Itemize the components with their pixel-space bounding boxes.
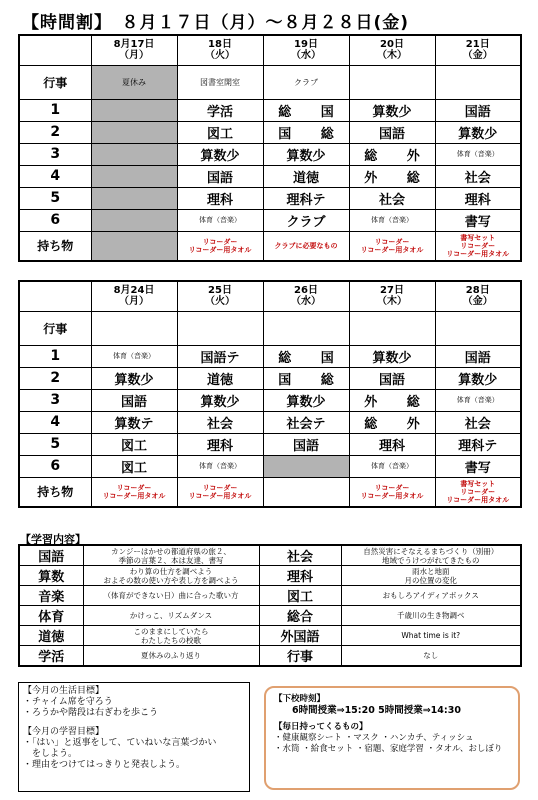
study-subject: 国語 xyxy=(19,545,83,566)
line: リコーダー用タオル xyxy=(188,491,252,500)
items-cell xyxy=(263,477,349,507)
day-header xyxy=(263,281,349,311)
event-cell xyxy=(349,65,435,99)
subject-cell: 図工 xyxy=(91,455,177,477)
items-cell xyxy=(435,477,521,507)
day-of-week: （金） xyxy=(462,50,493,62)
subject-cell: 社会 xyxy=(349,187,435,209)
subject-half: 総 xyxy=(320,372,334,388)
subject-cell: 算数少 xyxy=(349,345,435,367)
subject-cell xyxy=(263,121,349,143)
day-date: 8月24日 xyxy=(113,285,155,297)
items-cell xyxy=(263,231,349,261)
study-subject: 学活 xyxy=(19,646,83,667)
subject-cell: 書写 xyxy=(435,209,521,231)
subject-half: 外 xyxy=(406,416,420,432)
subject-cell xyxy=(91,165,177,187)
subject-cell: 算数少 xyxy=(177,389,263,411)
subject-half: 外 xyxy=(406,148,420,164)
subject-cell: 算数テ xyxy=(91,411,177,433)
subject-cell: 図工 xyxy=(91,433,177,455)
subject-half: 総 xyxy=(406,170,420,186)
subject-half: 外 xyxy=(364,170,378,186)
study-subject: 図工 xyxy=(259,586,341,606)
study-description xyxy=(341,606,521,626)
line: リコーダー用タオル xyxy=(188,245,252,254)
study-description xyxy=(341,586,521,606)
day-of-week: （月） xyxy=(119,296,149,308)
study-subject: 行事 xyxy=(259,646,341,667)
subject-half: 総 xyxy=(278,104,292,120)
subject-cell xyxy=(91,121,177,143)
study-description xyxy=(83,545,259,566)
line: カンジーはかせの都道府県の旅２、 xyxy=(111,546,231,556)
study-subject: 理科 xyxy=(259,566,341,586)
day-of-week: （火） xyxy=(205,50,235,62)
header-blank xyxy=(19,35,91,65)
event-cell: 図書室開室 xyxy=(177,65,263,99)
day-of-week: （水） xyxy=(291,296,321,308)
subject-cell: 国語 xyxy=(91,389,177,411)
period-number: 1 xyxy=(19,99,91,121)
subject-cell: クラブ xyxy=(263,209,349,231)
subject-cell: 社会 xyxy=(435,165,521,187)
day-header xyxy=(91,35,177,65)
study-content-table xyxy=(18,544,522,667)
study-description xyxy=(341,646,521,667)
subject-cell xyxy=(91,143,177,165)
subject-cell: 国語 xyxy=(435,345,521,367)
event-row-label: 行事 xyxy=(19,65,91,99)
period-number: 4 xyxy=(19,411,91,433)
study-section-label: 【学習内容】 xyxy=(20,533,86,546)
subject-cell: 体育（音楽） xyxy=(91,345,177,367)
day-of-week: （水） xyxy=(291,50,321,62)
study-subject: 算数 xyxy=(19,566,83,586)
day-of-week: （木） xyxy=(377,50,407,62)
split-subjects xyxy=(350,413,435,432)
period-number: 2 xyxy=(19,121,91,143)
subject-cell: 道徳 xyxy=(263,165,349,187)
line: およその数の使い方や表し方を調べよう xyxy=(103,575,239,585)
subject-cell: 理科 xyxy=(177,187,263,209)
line: かけっこ、リズムダンス xyxy=(129,611,213,620)
subject-cell: 国語 xyxy=(349,367,435,389)
study-subject: 外国語 xyxy=(259,626,341,646)
items-row-label: 持ち物 xyxy=(19,231,91,261)
study-description xyxy=(83,606,259,626)
event-cell xyxy=(349,311,435,345)
subject-cell: 国語 xyxy=(435,99,521,121)
subject-cell xyxy=(349,411,435,433)
day-of-week: （木） xyxy=(377,296,407,308)
line: 書写セット xyxy=(460,479,496,488)
subject-half: 国 xyxy=(320,104,334,120)
subject-cell xyxy=(91,187,177,209)
period-number: 6 xyxy=(19,209,91,231)
event-cell xyxy=(435,65,521,99)
subject-half: 総 xyxy=(406,394,420,410)
subject-cell: 体育（音楽） xyxy=(177,209,263,231)
split-subjects xyxy=(264,347,349,366)
day-header xyxy=(91,281,177,311)
subject-cell: 算数少 xyxy=(435,121,521,143)
monthly-goals-box xyxy=(18,682,250,792)
study-goal-1b: をしよう。 xyxy=(23,749,78,759)
subject-half: 総 xyxy=(278,350,292,366)
split-subjects xyxy=(264,101,349,120)
subject-cell: 国語テ xyxy=(177,345,263,367)
life-goal-1: ・チャイム席を守ろう xyxy=(23,697,113,707)
line: リコーダー用タオル xyxy=(360,491,424,500)
items-cell xyxy=(435,231,521,261)
day-date: 19日 xyxy=(294,39,318,51)
study-subject: 社会 xyxy=(259,545,341,566)
line: リコーダー xyxy=(460,487,496,496)
line: 季節の言葉２、本は友達、書写 xyxy=(118,555,224,565)
subject-cell: 体育（音楽） xyxy=(435,143,521,165)
subject-cell xyxy=(263,99,349,121)
subject-cell: 国語 xyxy=(177,165,263,187)
line: 千歳川の生き物調べ xyxy=(397,611,465,620)
line: What time is it? xyxy=(401,631,461,640)
school-info-box xyxy=(264,686,520,790)
event-cell xyxy=(435,311,521,345)
study-subject: 総合 xyxy=(259,606,341,626)
event-row-label: 行事 xyxy=(19,311,91,345)
subject-cell: 道徳 xyxy=(177,367,263,389)
subject-half: 国 xyxy=(278,126,292,142)
day-date: 27日 xyxy=(380,285,404,297)
event-cell xyxy=(91,311,177,345)
event-cell: クラブ xyxy=(263,65,349,99)
line: クラブに必要なもの xyxy=(274,241,338,250)
items-cell xyxy=(91,477,177,507)
subject-cell: 算数少 xyxy=(263,389,349,411)
page-title: 【時間割】 ８月１７日（月）～８月２８日(金) xyxy=(22,13,410,33)
subject-cell: 国語 xyxy=(349,121,435,143)
subject-cell xyxy=(263,367,349,389)
subject-cell xyxy=(263,345,349,367)
line: リコーダー xyxy=(202,483,238,492)
subject-cell: 体育（音楽） xyxy=(435,389,521,411)
day-of-week: （金） xyxy=(462,296,493,308)
study-description xyxy=(83,586,259,606)
subject-cell: 体育（音楽） xyxy=(349,455,435,477)
period-number: 3 xyxy=(19,389,91,411)
subject-cell: 社会 xyxy=(177,411,263,433)
line: （体育ができない日）曲に合った歌い方 xyxy=(103,591,239,600)
period-number: 4 xyxy=(19,165,91,187)
header-blank xyxy=(19,281,91,311)
items-row-label: 持ち物 xyxy=(19,477,91,507)
dismissal-times: 6時間授業⇒15:20 5時間授業⇒14:30 xyxy=(292,705,461,716)
daily-items-1: ・健康観察シート ・マスク ・ハンカチ、ティッシュ xyxy=(274,733,474,743)
subject-cell: 社会テ xyxy=(263,411,349,433)
line: リコーダー xyxy=(460,241,496,250)
day-of-week: （月） xyxy=(119,50,149,62)
subject-cell: 学活 xyxy=(177,99,263,121)
period-number: 2 xyxy=(19,367,91,389)
day-header xyxy=(177,35,263,65)
items-cell xyxy=(349,231,435,261)
day-of-week: （火） xyxy=(205,296,235,308)
line: わたしたちの校歌 xyxy=(141,635,201,645)
period-number: 5 xyxy=(19,433,91,455)
life-goal-title: 【今月の生活目標】 xyxy=(23,686,105,696)
split-subjects xyxy=(350,167,435,186)
line: 夏休みのふり返り xyxy=(141,651,201,660)
day-header xyxy=(349,281,435,311)
timetable-week1 xyxy=(18,34,522,262)
subject-cell: 算数少 xyxy=(91,367,177,389)
line: なし xyxy=(423,651,439,660)
subject-cell: 算数少 xyxy=(435,367,521,389)
day-date: 18日 xyxy=(208,39,232,51)
study-description xyxy=(83,646,259,667)
event-cell xyxy=(177,311,263,345)
items-cell xyxy=(91,231,177,261)
subject-cell xyxy=(91,99,177,121)
timetable-week2 xyxy=(18,280,522,508)
dismissal-title: 【下校時刻】 xyxy=(274,694,326,704)
line: 書写セット xyxy=(460,233,496,242)
line: わり算の仕方を調べよう xyxy=(129,566,213,576)
study-description xyxy=(83,626,259,646)
line: リコーダー用タオル xyxy=(446,249,510,258)
subject-cell: 体育（音楽） xyxy=(177,455,263,477)
study-subject: 道徳 xyxy=(19,626,83,646)
daily-items-2: ・水筒 ・給食セット ・宿題、家庭学習 ・タオル、おしぼり xyxy=(274,744,503,754)
subject-cell: 理科 xyxy=(177,433,263,455)
event-cell: 夏休み xyxy=(91,65,177,99)
line: リコーダー用タオル xyxy=(446,495,510,504)
study-description xyxy=(341,626,521,646)
line: 雨水と地面 xyxy=(412,566,450,576)
study-subject: 体育 xyxy=(19,606,83,626)
day-header xyxy=(263,35,349,65)
period-number: 6 xyxy=(19,455,91,477)
study-subject: 音楽 xyxy=(19,586,83,606)
split-subjects xyxy=(350,145,435,164)
subject-half: 国 xyxy=(320,350,334,366)
study-description xyxy=(341,545,521,566)
line: 地域でうけつがれてきたもの xyxy=(382,555,480,565)
subject-cell: 理科テ xyxy=(263,187,349,209)
life-goal-2: ・ろうかや階段は右ぎわを歩こう xyxy=(23,708,159,718)
subject-cell: 算数少 xyxy=(349,99,435,121)
subject-half: 総 xyxy=(320,126,334,142)
subject-half: 国 xyxy=(278,372,292,388)
subject-cell: 図工 xyxy=(177,121,263,143)
study-goal-1: ・「はい」と返事をして、ていねいな言葉づかい xyxy=(23,738,217,748)
day-date: 26日 xyxy=(294,285,318,297)
study-description xyxy=(341,566,521,586)
subject-half: 総 xyxy=(364,148,378,164)
subject-cell: 国語 xyxy=(263,433,349,455)
subject-cell: 書写 xyxy=(435,455,521,477)
study-goal-title: 【今月の学習目標】 xyxy=(23,727,105,737)
split-subjects xyxy=(264,369,349,388)
subject-cell xyxy=(349,389,435,411)
daily-items-title: 【毎日持ってくるもの】 xyxy=(274,722,368,732)
subject-cell: 理科テ xyxy=(435,433,521,455)
day-header xyxy=(435,35,521,65)
subject-half: 総 xyxy=(364,416,378,432)
split-subjects xyxy=(350,391,435,410)
line: 月の位置の変化 xyxy=(404,575,457,585)
line: リコーダー xyxy=(202,237,238,246)
line: リコーダー用タオル xyxy=(102,491,166,500)
subject-cell: 社会 xyxy=(435,411,521,433)
day-date: 28日 xyxy=(465,285,490,297)
day-header xyxy=(435,281,521,311)
day-date: 25日 xyxy=(208,285,232,297)
line: 自然災害にそなえるまちづくり（別冊） xyxy=(363,546,499,556)
study-goal-2: ・理由をつけてはっきりと発表しよう。 xyxy=(23,760,186,770)
line: リコーダー xyxy=(374,237,410,246)
day-date: 21日 xyxy=(465,39,490,51)
subject-cell xyxy=(349,143,435,165)
study-description xyxy=(83,566,259,586)
day-header xyxy=(177,281,263,311)
line: リコーダー xyxy=(116,483,152,492)
subject-cell: 理科 xyxy=(435,187,521,209)
line: このままにしていたら xyxy=(133,626,209,636)
event-cell xyxy=(263,311,349,345)
subject-cell: 算数少 xyxy=(177,143,263,165)
line: おもしろアイディアボックス xyxy=(382,591,479,600)
subject-cell xyxy=(349,165,435,187)
split-subjects xyxy=(264,123,349,142)
line: リコーダー xyxy=(374,483,410,492)
period-number: 5 xyxy=(19,187,91,209)
subject-cell: 体育（音楽） xyxy=(349,209,435,231)
subject-cell: 理科 xyxy=(349,433,435,455)
items-cell xyxy=(177,231,263,261)
line: リコーダー用タオル xyxy=(360,245,424,254)
subject-half: 外 xyxy=(364,394,378,410)
subject-cell xyxy=(263,455,349,477)
day-header xyxy=(349,35,435,65)
day-date: 8月17日 xyxy=(113,39,155,51)
items-cell xyxy=(177,477,263,507)
subject-cell: 算数少 xyxy=(263,143,349,165)
period-number: 3 xyxy=(19,143,91,165)
day-date: 20日 xyxy=(380,39,404,51)
items-cell xyxy=(349,477,435,507)
subject-cell xyxy=(91,209,177,231)
period-number: 1 xyxy=(19,345,91,367)
